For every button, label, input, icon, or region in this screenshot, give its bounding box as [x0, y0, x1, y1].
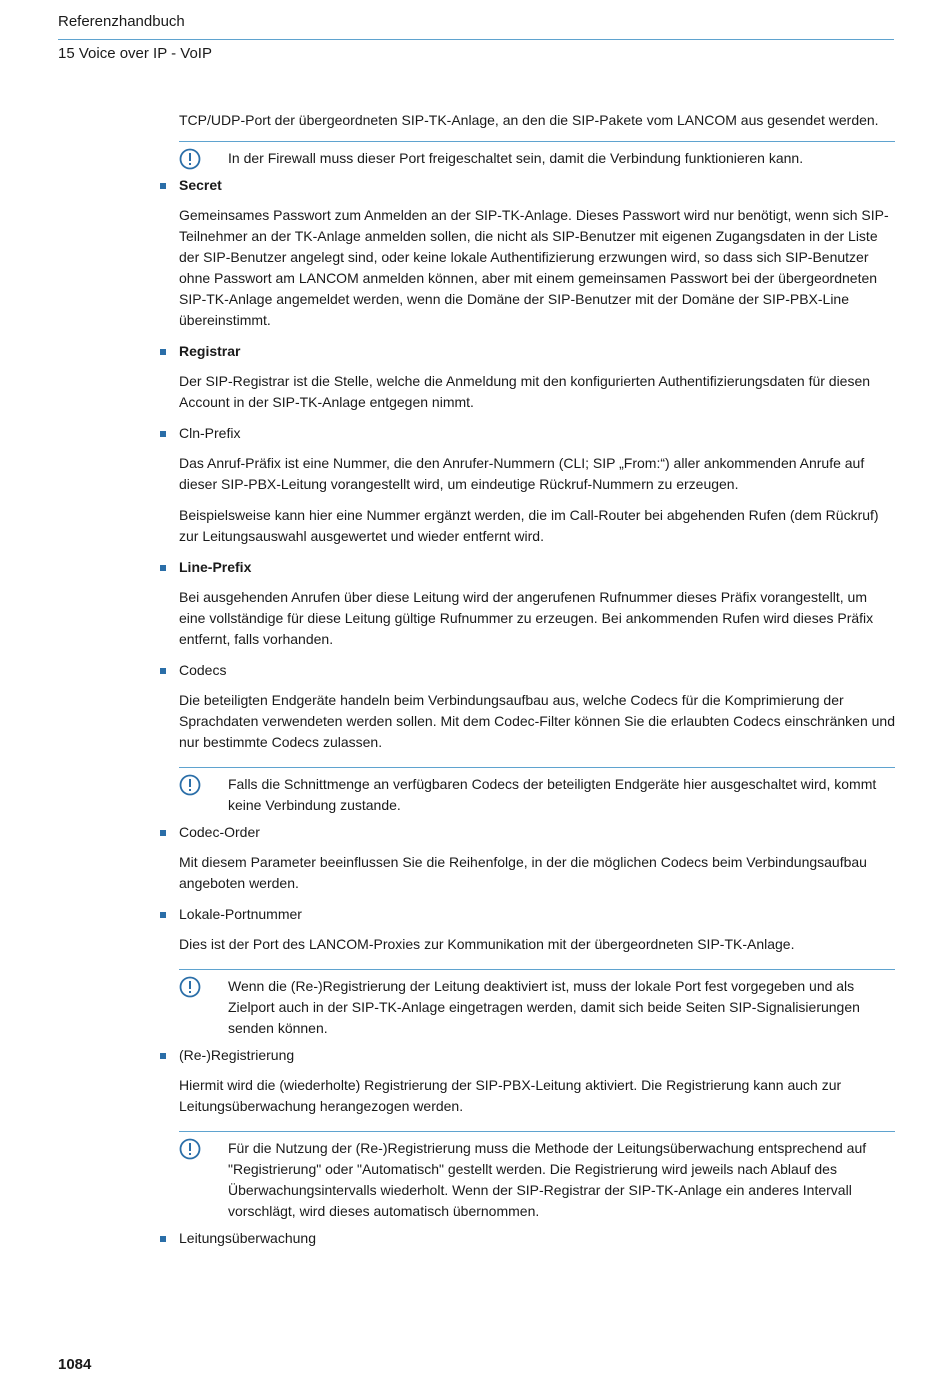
- note-firewall: [179, 141, 895, 169]
- exclamation-circle-icon: [179, 148, 201, 170]
- note-text: Wenn die (Re-)Registrierung der Leitung deaktiviert ist, muss der lokale Port fest vorgegeben und als Zielport auch in der SIP-TK-Anlage eingetragen werden, damit sich beide Seiten SIP-Signalisierungen senden können.: [228, 978, 860, 1036]
- list-item-label: Line-Prefix: [179, 559, 252, 575]
- list-item-label: Codec-Order: [179, 824, 260, 840]
- list-item-label: Secret: [179, 177, 222, 193]
- bullet-marker: [160, 565, 166, 571]
- list-item-label: Leitungsüberwachung: [179, 1230, 316, 1246]
- list-item-codec-order: [159, 822, 895, 843]
- bullet-marker: [160, 349, 166, 355]
- exclamation-circle-icon: [179, 976, 201, 998]
- page-number: 1084: [58, 1356, 92, 1373]
- bullet-marker: [160, 431, 166, 437]
- list-item-local-port: [159, 904, 895, 925]
- running-header-chapter: 15 Voice over IP - VoIP: [58, 45, 212, 62]
- list-item-cln-prefix: [159, 423, 895, 444]
- list-item-label: Codecs: [179, 662, 227, 678]
- note-local-port: [179, 969, 895, 1039]
- header-divider: [58, 39, 894, 40]
- paragraph-cln-prefix-2: Beispielsweise kann hier eine Nummer ergänzt werden, die im Call-Router bei abgehenden Rufen (dem Rückruf) zur Leitungsauswahl ausgewertet und wieder entfernt wird.: [179, 507, 879, 544]
- paragraph-registrar: Der SIP-Registrar ist die Stelle, welche die Anmeldung mit den konfigurierten Authentifizierungsdaten für diesen Account in der SIP-TK-Anlage entgegen nimmt.: [179, 373, 871, 410]
- exclamation-circle-icon: [179, 774, 201, 796]
- paragraph-re-registration: Hiermit wird die (wiederholte) Registrierung der SIP-PBX-Leitung aktiviert. Die Registrierung kann auch zur Leitungsüberwachung herangezogen werden.: [179, 1077, 842, 1114]
- paragraph-secret: Gemeinsames Passwort zum Anmelden an der SIP-TK-Anlage. Dieses Passwort wird nur benötigt, wenn sich SIP-Teilnehmer an der TK-Anlage anmelden sollen, die nicht als SIP-Benutzer mit eigenen Zugangsdaten in der Liste der SIP-Benutzer angelegt sind, oder keine lokale Authentifizierung erzwungen wird, so dass sich SIP-Benutzer ohne Passwort am LANCOM anmelden können, aber mit einem gemeinsamen Passwort bei der übergeordneten SIP-TK-Anlage angemeldet werden, wenn die Domäne der SIP-Benutzer mit der Domäne der SIP-PBX-Line übereinstimmt.: [179, 207, 889, 328]
- list-item-secret: [159, 175, 895, 196]
- note-codecs: [179, 767, 895, 816]
- list-item-line-monitoring: [159, 1228, 895, 1249]
- bullet-marker: [160, 830, 166, 836]
- list-item-label: Lokale-Portnummer: [179, 906, 302, 922]
- paragraph-codec-order: Mit diesem Parameter beeinflussen Sie die Reihenfolge, in der die möglichen Codecs beim Verbindungsaufbau angeboten werden.: [179, 854, 867, 891]
- main-content: [159, 110, 895, 1258]
- list-item-codecs: [159, 660, 895, 681]
- bullet-marker: [160, 1053, 166, 1059]
- paragraph-line-prefix: Bei ausgehenden Anrufen über diese Leitung wird der angerufenen Rufnummer dieses Präfix vorangestellt, um eine vollständige für diese Leitung gültige Rufnummer zu erzeugen. Bei ankommenden Rufen wird dieses Präfix entfernt, falls vorhanden.: [179, 589, 874, 647]
- paragraph-cln-prefix-1: Das Anruf-Präfix ist eine Nummer, die den Anrufer-Nummern (CLI; SIP „From:“) aller ankommenden Anrufe auf dieser SIP-PBX-Leitung vorangestellt wird, um eindeutige Rückruf-Nummern zu erzeugen.: [179, 455, 865, 492]
- bullet-marker: [160, 668, 166, 674]
- paragraph-port-description: TCP/UDP-Port der übergeordneten SIP-TK-Anlage, an den die SIP-Pakete vom LANCOM aus gesendet werden.: [179, 112, 879, 128]
- running-header-title: Referenzhandbuch: [58, 13, 185, 30]
- paragraph-local-port: Dies ist der Port des LANCOM-Proxies zur Kommunikation mit der übergeordneten SIP-TK-Anlage.: [179, 936, 795, 952]
- note-text: Falls die Schnittmenge an verfügbaren Codecs der beteiligten Endgeräte hier ausgeschaltet wird, kommt keine Verbindung zustande.: [228, 776, 877, 813]
- bullet-marker: [160, 183, 166, 189]
- list-item-label: Cln-Prefix: [179, 425, 241, 441]
- list-item-re-registration: [159, 1045, 895, 1066]
- paragraph-codecs: Die beteiligten Endgeräte handeln beim Verbindungsaufbau aus, welche Codecs für die Komprimierung der Sprachdaten verwendeten werden sollen. Mit dem Codec-Filter können Sie die erlaubten Codecs einschränken und nur bestimmte Codecs zulassen.: [179, 692, 895, 750]
- list-item-label: Registrar: [179, 343, 241, 359]
- note-text: Für die Nutzung der (Re-)Registrierung muss die Methode der Leitungsüberwachung entsprechend auf "Registrierung" oder "Automatisch" gestellt werden. Die Registrierung wird jeweils nach Ablauf des Überwachungsintervalls wiederholt. Wenn der SIP-Registrar der SIP-TK-Anlage ein anderes Intervall vorschlägt, wird dieses automatisch übernommen.: [228, 1140, 867, 1219]
- list-item-registrar: [159, 341, 895, 362]
- note-re-registration: [179, 1131, 895, 1222]
- bullet-marker: [160, 1236, 166, 1242]
- bullet-marker: [160, 912, 166, 918]
- list-item-label: (Re-)Registrierung: [179, 1047, 295, 1063]
- exclamation-circle-icon: [179, 1138, 201, 1160]
- list-item-line-prefix: [159, 557, 895, 578]
- note-text: In der Firewall muss dieser Port freigeschaltet sein, damit die Verbindung funktionieren kann.: [228, 150, 804, 166]
